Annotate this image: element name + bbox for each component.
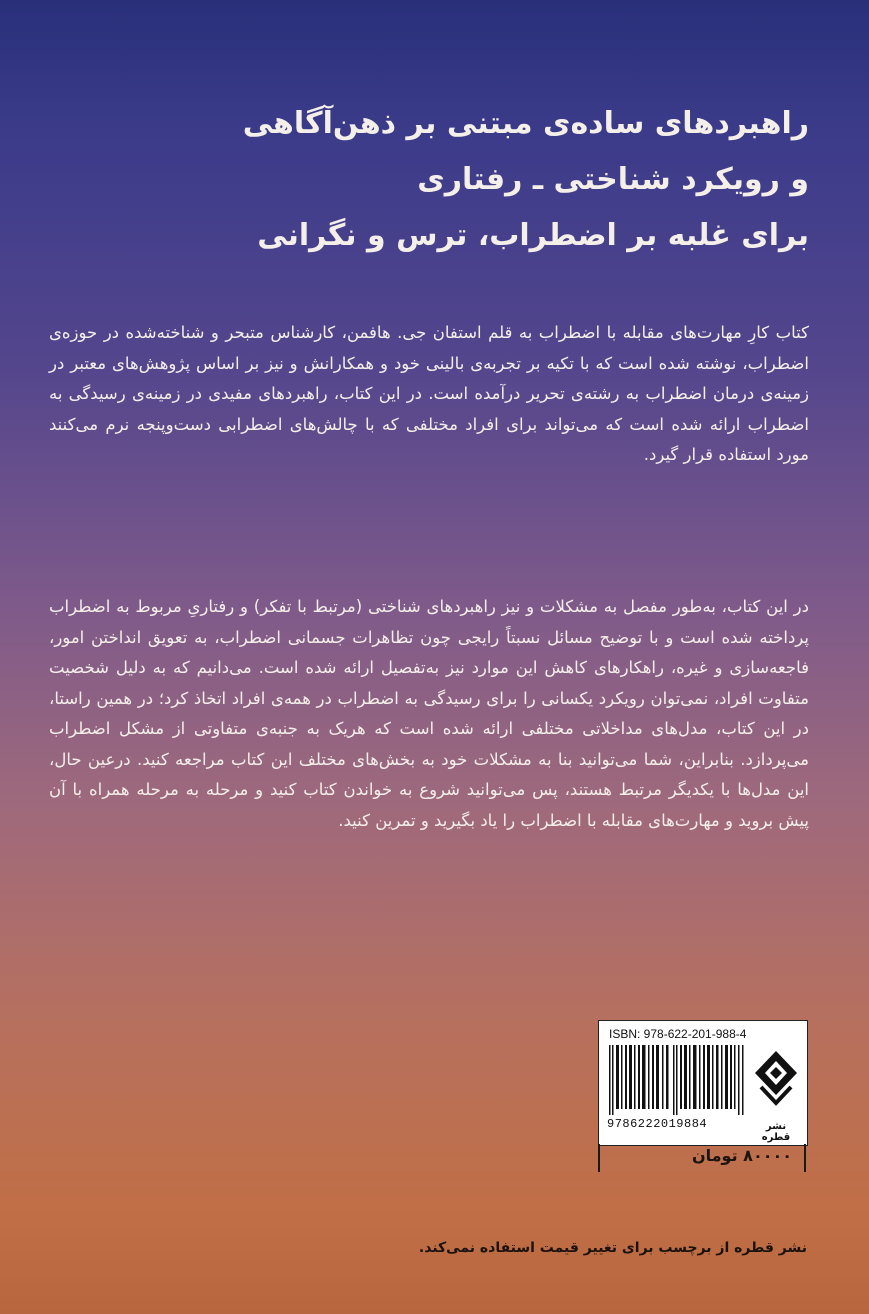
isbn-number: ISBN: 978-622-201-988-4 [609, 1027, 747, 1041]
price-note: نشر قطره از برچسب برای تغییر قیمت استفاده نمی‌کند. [418, 1240, 807, 1256]
price: ۸۰۰۰۰ تومان [691, 1146, 792, 1165]
description-paragraph-1: کتاب کارِ مهارت‌های مقابله با اضطراب به قلم استفان جی. هافمن، کارشناس متبحر و شناخته‌شده در حوزه‌ی اضطراب، نوشته شده است که با تکیه بر تجربه‌ی بالینی خود و همکارانش و نیز بر اساس پژوهش‌های معتبر در زمینه‌ی درمان اضطراب به رشته‌ی تحریر درآمده است. در این کتاب، راهبردهای مفیدی در زمینه‌ی رسیدگی به اضطراب ارائه شده است که می‌تواند برای افراد مختلفی که با چالش‌های اضطرابی دست‌وپنجه نرم می‌کنند مورد استفاده قرار گیرد. [49, 323, 809, 464]
barcode-digits: 9786222019884 [607, 1117, 708, 1131]
headline-line-2: و رویکرد شناختی ـ رفتاری [417, 162, 809, 197]
price-box [598, 1144, 806, 1172]
headline [242, 96, 809, 264]
headline-line-3: برای غلبه بر اضطراب، ترس و نگرانی [257, 218, 809, 253]
publisher-logo-icon [751, 1047, 801, 1117]
headline-line-1: راهبردهای ساده‌ی مبتنی بر ذهن‌آگاهی [242, 106, 809, 141]
description-paragraph-2: در این کتاب، به‌طور مفصل به مشکلات و نیز راهبردهای شناختی (مرتبط با تفکر) و رفتاریِ مربوط به اضطراب پرداخته شده است و با توضیح مسائل نسبتاً رایجی چون تظاهرات جسمانی اضطراب، به تعویق انداختن امور، فاجعه‌سازی و غیره، راهکارهای کاهش این موارد نیز به‌تفصیل ارائه شده است. می‌دانیم که به دلیل شخصیت متفاوت افراد، نمی‌توان رویکرد یکسانی را برای رسیدگی به اضطراب در همه‌ی افراد اتخاذ کرد؛ در همین راستا، در این کتاب، مدل‌های مداخلاتی مختلفی ارائه شده است که هریک به جنبه‌ی متفاوتی از مشکل اضطراب می‌پردازد. بنابراین، شما می‌توانید بنا به مشکلات خود به بخش‌های مختلف این کتاب مراجعه کنید. درعین حال، این مدل‌ها با یکدیگر مرتبط هستند، پس می‌توانید شروع به خواندن کتاب کنید و مرحله به مرحله همراه با آن پیش بروید و مهارت‌های مقابله با اضطراب را یاد بگیرید و تمرین کنید. [49, 597, 809, 830]
publisher-label: نشر قطره [761, 1121, 791, 1143]
barcode-sticker [598, 1020, 808, 1146]
barcode-icon [607, 1045, 747, 1115]
